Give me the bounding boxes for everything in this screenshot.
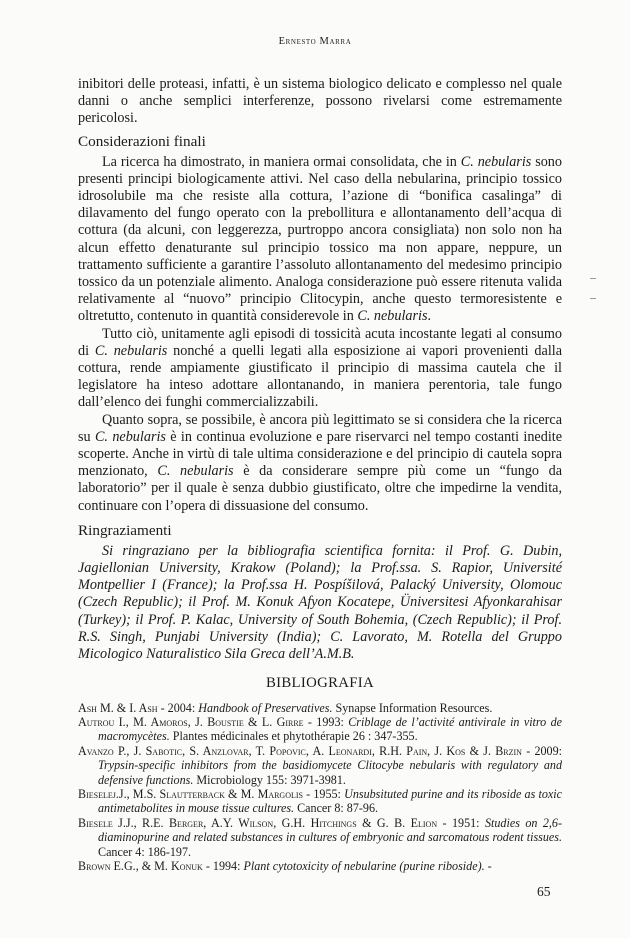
acknowledgements-text: Si ringraziano per la bibliografia scientifica fornita: il Prof. G. Dubin, Jagiellonian University, Krakow (Poland); la Prof.ssa. S. Rapior, Université Montpellier I (France); la Prof.ssa H. Pospíšilová, Palacký University, Olomouc (Czech Republic); il Prof. M. Konuk Afyon Kocatepe, Üniversitesi Afyonkarahisar (Turkey); il Prof. P. Kalac, University of South Bohemia, (Czech Republic); il Prof. R.S. Singh, Punjabi University (India); C. Lavorato, M. Rotella del Gruppo Micologico Naturalistico Sila Greca dell’A.M.B. — [78, 542, 562, 663]
section-title-considerazioni: Considerazioni finali — [78, 132, 206, 150]
species-name: C. nebularis — [157, 463, 234, 480]
paragraph-1: La ricerca ha dimostrato, in maniera ormai consolidata, che in C. nebularis sono presenti principi biologicamente attivi. Nel caso della nebularina, principio tossico idrosolubile ma che resiste alla cottura, l’azione di “bonifica casalinga” di dilavamento del fungo operato con la prebollitura e allontanamento dell’acqua di cottura (da alcuni, con leggerezza, purtroppo ancora consigliata) non solo non ha alcun effetto denaturante sul principio tossico ma non appare, neppure, un trattamento sufficiente a garantire l’assoluto allontanamento del medesimo principio tossico da un potenziale alimento. Analoga considerazione può essere ritenuta valida relativamente al “nuovo” principio Clitocypin, anche questo termoresistente e oltretutto, contenuto in quantità considerevole in C. nebularis. — [78, 153, 562, 325]
species-name: C. nebularis — [460, 153, 532, 170]
bibliography-list — [78, 701, 562, 874]
section-title-ringraziamenti: Ringraziamenti — [78, 521, 172, 539]
bibliography-entry: Ash M. & I. Ash - 2004: Handbook of Preservatives. Synapse Information Resources. — [78, 700, 493, 715]
species-name: C. nebularis — [94, 342, 168, 359]
bibliography-entry: Brown E.G., & M. Konuk - 1994: Plant cytotoxicity of nebularine (purine riboside). - — [78, 858, 492, 873]
bibliography-entry: Bieselej.J., M.S. Slautterback & M. Margolis - 1955: Unsubsituted purine and its riboside as toxic antimetabolites in mouse tissue cultures. Cancer 8: 87-96. — [78, 786, 562, 816]
intro-paragraph: inibitori delle proteasi, infatti, è un sistema biologico delicato e complesso nel quale danni o anche semplici interferenze, possono rivelarsi come estremamente pericolosi. — [78, 76, 562, 127]
main-text — [78, 76, 562, 873]
paragraph-2: Tutto ciò, unitamente agli episodi di tossicità acuta incostante legati al consumo di C. nebularis nonché a quelli legati alla esposizione ai vapori provenienti dalla cottura, rende ampiamente giustificato il principio di massima cautela che il legislatore ha inteso adottare allontanando, in maniera perentoria, tale fungo dall’elenco dei funghi commercializzabili. — [78, 325, 562, 411]
bibliography-entry: Avanzo P., J. Sabotic, S. Anzlovar, T. Popovic, A. Leonardi, R.H. Pain, J. Kos & J. Brzin - 2009: Trypsin-specific inhibitors from the basidiomycete Clitocybe nebularis with regulatory and defensive functions. Microbiology 155: 3971-3981. — [78, 743, 563, 787]
bibliography-entry: Biesele J.J., R.E. Berger, A.Y. Wilson, G.H. Hitchings & G. B. Elion - 1951: Studies on 2,6-diaminopurine and related substances in cultures of embryonic and sarcomatous rodent tissues. Cancer 4: 186-197. — [78, 815, 562, 859]
margin-mark — [590, 278, 596, 279]
margin-mark — [590, 298, 596, 299]
bibliography-title: BIBLIOGRAFIA — [265, 675, 374, 692]
running-header: Ernesto Marra — [278, 36, 352, 47]
bibliography-entry: Autrou I., M. Amoros, J. Boustie & L. Girre - 1993: Criblage de l’activité antivirale in vitro de macromycètes. Plantes médicinales et phytothérapie 26 : 347-355. — [78, 714, 562, 744]
paragraph-3: Quanto sopra, se possibile, è ancora più legittimato se si considera che la ricerca su C. nebularis è in continua evoluzione e pare riservarci nel tempo costanti inedite scoperte. Anche in virtù di tale ultima considerazione e del principio di cautela sopra menzionato, C. nebularis è da considerare sempre più come un “fungo da laboratorio” per il quale è senza dubbio giustificato, oltre che impedirne la vendita, continuare con l’opera di dissuasione del consumo. — [78, 411, 563, 514]
species-name: C. nebularis — [94, 428, 166, 445]
species-name: C. nebularis — [357, 308, 428, 325]
page-number: 65 — [537, 884, 551, 899]
